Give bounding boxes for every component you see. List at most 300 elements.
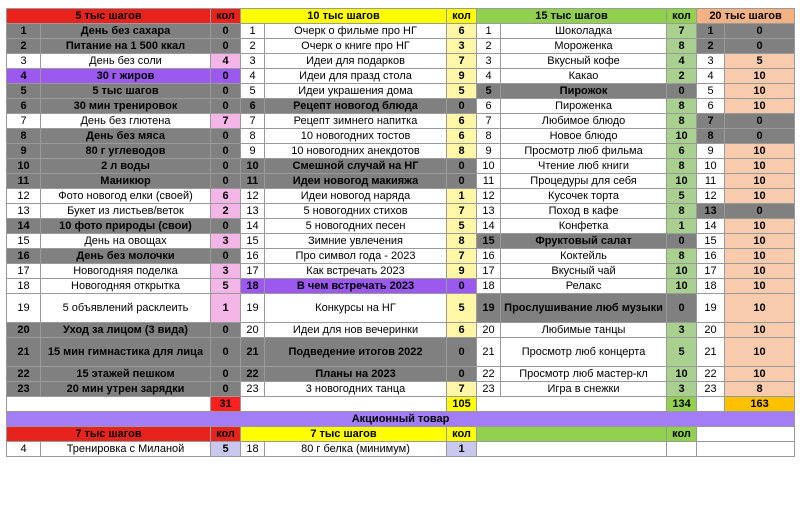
count-10k: 5 — [447, 84, 477, 99]
task-5k: Букет из листьев/веток — [41, 204, 211, 219]
task-5k: 30 мин тренировок — [41, 99, 211, 114]
promo-num-a: 4 — [7, 442, 41, 457]
task-10k: 10 новогодних тостов — [265, 129, 447, 144]
table-row — [7, 264, 795, 279]
table-row — [7, 24, 795, 39]
row-num-20k: 23 — [697, 382, 725, 397]
row-num-5k: 3 — [7, 54, 41, 69]
header-5k: 5 тыс шагов — [7, 9, 211, 24]
task-15k: Пирожок — [501, 84, 667, 99]
row-num-10k: 19 — [241, 294, 265, 323]
task-15k: Игра в снежки — [501, 382, 667, 397]
count-10k: 1 — [447, 189, 477, 204]
row-num-15k: 13 — [477, 204, 501, 219]
table-row — [7, 323, 795, 338]
count-10k: 0 — [447, 279, 477, 294]
task-5k: Новогодняя поделка — [41, 264, 211, 279]
row-num-15k: 8 — [477, 129, 501, 144]
count-10k: 0 — [447, 338, 477, 367]
task-15k: Любимое блюдо — [501, 114, 667, 129]
row-num-10k: 9 — [241, 144, 265, 159]
row-num-10k: 3 — [241, 54, 265, 69]
promo-header-blank — [697, 427, 795, 442]
totals-spacer — [697, 397, 725, 412]
totals-spacer — [7, 397, 211, 412]
task-5k: 30 г жиров — [41, 69, 211, 84]
header-15k: 15 тыс шагов — [477, 9, 667, 24]
row-num-15k: 22 — [477, 367, 501, 382]
row-num-10k: 10 — [241, 159, 265, 174]
task-5k: День без мяса — [41, 129, 211, 144]
table-row — [7, 54, 795, 69]
count-20k: 0 — [725, 24, 795, 39]
count-15k: 8 — [667, 99, 697, 114]
count-20k: 10 — [725, 69, 795, 84]
row-num-15k: 20 — [477, 323, 501, 338]
task-10k: Идеи украшения дома — [265, 84, 447, 99]
task-10k: Идеи для подарков — [265, 54, 447, 69]
count-5k: 0 — [211, 84, 241, 99]
count-15k: 0 — [667, 234, 697, 249]
row-num-10k: 13 — [241, 204, 265, 219]
row-num-5k: 19 — [7, 294, 41, 323]
row-num-20k: 21 — [697, 338, 725, 367]
count-15k: 0 — [667, 84, 697, 99]
row-num-15k: 18 — [477, 279, 501, 294]
row-num-15k: 7 — [477, 114, 501, 129]
totals-row — [7, 397, 795, 412]
row-num-20k: 17 — [697, 264, 725, 279]
row-num-20k: 3 — [697, 54, 725, 69]
totals-spacer — [241, 397, 447, 412]
count-20k: 10 — [725, 279, 795, 294]
total-15k: 134 — [667, 397, 697, 412]
header-20k: 20 тыс шагов — [697, 9, 795, 24]
count-15k: 10 — [667, 129, 697, 144]
row-num-20k: 2 — [697, 39, 725, 54]
row-num-10k: 7 — [241, 114, 265, 129]
row-num-20k: 16 — [697, 249, 725, 264]
row-num-15k: 10 — [477, 159, 501, 174]
task-5k: 20 мин утрен зарядки — [41, 382, 211, 397]
count-15k: 7 — [667, 24, 697, 39]
count-5k: 6 — [211, 189, 241, 204]
count-10k: 0 — [447, 367, 477, 382]
count-5k: 0 — [211, 159, 241, 174]
row-num-5k: 16 — [7, 249, 41, 264]
task-15k: Любимые танцы — [501, 323, 667, 338]
count-15k: 8 — [667, 249, 697, 264]
count-20k: 0 — [725, 114, 795, 129]
header-15k-kol: кол — [667, 9, 697, 24]
task-15k: Поход в кафе — [501, 204, 667, 219]
row-num-15k: 14 — [477, 219, 501, 234]
count-5k: 1 — [211, 294, 241, 323]
row-num-15k: 21 — [477, 338, 501, 367]
row-num-10k: 17 — [241, 264, 265, 279]
count-10k: 8 — [447, 144, 477, 159]
count-10k: 5 — [447, 219, 477, 234]
task-5k: 15 этажей пешком — [41, 367, 211, 382]
task-10k: 3 новогодних танца — [265, 382, 447, 397]
row-num-15k: 3 — [477, 54, 501, 69]
count-20k: 10 — [725, 264, 795, 279]
row-num-15k: 1 — [477, 24, 501, 39]
row-num-15k: 16 — [477, 249, 501, 264]
promo-row — [7, 442, 795, 457]
task-5k: Маникюр — [41, 174, 211, 189]
row-num-15k: 19 — [477, 294, 501, 323]
count-5k: 0 — [211, 174, 241, 189]
task-5k: День без сахара — [41, 24, 211, 39]
task-10k: Конкурсы на НГ — [265, 294, 447, 323]
count-15k: 10 — [667, 264, 697, 279]
task-15k: Чтение люб книги — [501, 159, 667, 174]
table-row — [7, 84, 795, 99]
count-20k: 10 — [725, 234, 795, 249]
count-10k: 8 — [447, 234, 477, 249]
task-10k: Планы на 2023 — [265, 367, 447, 382]
row-num-20k: 14 — [697, 219, 725, 234]
row-num-15k: 9 — [477, 144, 501, 159]
count-5k: 0 — [211, 249, 241, 264]
task-5k: Уход за лицом (3 вида) — [41, 323, 211, 338]
table-row — [7, 338, 795, 367]
count-10k: 6 — [447, 114, 477, 129]
count-10k: 7 — [447, 204, 477, 219]
total-20k: 163 — [725, 397, 795, 412]
count-20k: 10 — [725, 294, 795, 323]
row-num-5k: 9 — [7, 144, 41, 159]
task-10k: Смешной случай на НГ — [265, 159, 447, 174]
task-5k: 5 объявлений расклеить — [41, 294, 211, 323]
table-row — [7, 367, 795, 382]
row-num-10k: 4 — [241, 69, 265, 84]
count-20k: 10 — [725, 367, 795, 382]
row-num-10k: 6 — [241, 99, 265, 114]
task-5k: День без молочки — [41, 249, 211, 264]
count-20k: 10 — [725, 84, 795, 99]
row-num-10k: 21 — [241, 338, 265, 367]
table-row — [7, 174, 795, 189]
task-10k: Как встречать 2023 — [265, 264, 447, 279]
row-num-20k: 7 — [697, 114, 725, 129]
count-5k: 3 — [211, 234, 241, 249]
count-15k: 4 — [667, 54, 697, 69]
row-num-5k: 8 — [7, 129, 41, 144]
task-15k: Коктейль — [501, 249, 667, 264]
count-20k: 10 — [725, 99, 795, 114]
count-5k: 0 — [211, 99, 241, 114]
row-num-20k: 12 — [697, 189, 725, 204]
count-15k: 8 — [667, 39, 697, 54]
task-10k: Очерк о книге про НГ — [265, 39, 447, 54]
promo-task-b: 80 г белка (минимум) — [265, 442, 447, 457]
row-num-15k: 23 — [477, 382, 501, 397]
count-20k: 10 — [725, 249, 795, 264]
count-15k: 1 — [667, 219, 697, 234]
count-10k: 6 — [447, 24, 477, 39]
task-15k: Просмотр люб мастер-кл — [501, 367, 667, 382]
task-10k: 5 новогодних песен — [265, 219, 447, 234]
count-15k: 10 — [667, 174, 697, 189]
promo-count-b: 1 — [447, 442, 477, 457]
task-15k: Фруктовый салат — [501, 234, 667, 249]
count-10k: 9 — [447, 69, 477, 84]
row-num-15k: 15 — [477, 234, 501, 249]
row-num-5k: 17 — [7, 264, 41, 279]
table-row — [7, 249, 795, 264]
count-20k: 10 — [725, 219, 795, 234]
row-num-20k: 19 — [697, 294, 725, 323]
row-num-10k: 11 — [241, 174, 265, 189]
row-num-5k: 18 — [7, 279, 41, 294]
count-15k: 3 — [667, 382, 697, 397]
row-num-5k: 4 — [7, 69, 41, 84]
task-10k: Идеи новогод макияжа — [265, 174, 447, 189]
count-5k: 0 — [211, 323, 241, 338]
task-15k: Новое блюдо — [501, 129, 667, 144]
task-10k: Про символ года - 2023 — [265, 249, 447, 264]
row-num-5k: 2 — [7, 39, 41, 54]
count-10k: 6 — [447, 323, 477, 338]
table-row — [7, 234, 795, 249]
row-num-15k: 2 — [477, 39, 501, 54]
task-5k: 10 фото природы (свои) — [41, 219, 211, 234]
task-10k: 5 новогодних стихов — [265, 204, 447, 219]
task-5k: Питание на 1 500 ккал — [41, 39, 211, 54]
promo-header-kol-a: кол — [211, 427, 241, 442]
count-5k: 3 — [211, 264, 241, 279]
count-5k: 0 — [211, 367, 241, 382]
count-5k: 0 — [211, 24, 241, 39]
count-5k: 0 — [211, 382, 241, 397]
count-5k: 0 — [211, 129, 241, 144]
count-15k: 3 — [667, 323, 697, 338]
count-15k: 8 — [667, 204, 697, 219]
row-num-15k: 6 — [477, 99, 501, 114]
task-5k: Новогодняя открытка — [41, 279, 211, 294]
promo-header-kol-c: кол — [667, 427, 697, 442]
count-10k: 9 — [447, 264, 477, 279]
task-15k: Мороженка — [501, 39, 667, 54]
count-20k: 0 — [725, 204, 795, 219]
row-num-20k: 13 — [697, 204, 725, 219]
row-num-10k: 18 — [241, 279, 265, 294]
task-10k: Очерк о фильме про НГ — [265, 24, 447, 39]
count-5k: 0 — [211, 39, 241, 54]
row-num-15k: 5 — [477, 84, 501, 99]
row-num-5k: 11 — [7, 174, 41, 189]
row-num-20k: 10 — [697, 159, 725, 174]
row-num-10k: 22 — [241, 367, 265, 382]
row-num-20k: 20 — [697, 323, 725, 338]
row-num-10k: 20 — [241, 323, 265, 338]
row-num-15k: 17 — [477, 264, 501, 279]
table-row — [7, 144, 795, 159]
task-15k: Вкусный чай — [501, 264, 667, 279]
count-5k: 0 — [211, 69, 241, 84]
count-5k: 0 — [211, 338, 241, 367]
task-5k: Фото новогод елки (своей) — [41, 189, 211, 204]
row-num-5k: 20 — [7, 323, 41, 338]
total-5k: 31 — [211, 397, 241, 412]
totals-spacer — [477, 397, 667, 412]
row-num-5k: 7 — [7, 114, 41, 129]
count-20k: 0 — [725, 39, 795, 54]
row-num-20k: 11 — [697, 174, 725, 189]
promo-header-empty — [477, 427, 667, 442]
task-10k: Подведение итогов 2022 — [265, 338, 447, 367]
row-num-20k: 6 — [697, 99, 725, 114]
header-5k-kol: кол — [211, 9, 241, 24]
row-num-20k: 18 — [697, 279, 725, 294]
count-10k: 7 — [447, 249, 477, 264]
count-20k: 10 — [725, 338, 795, 367]
row-num-20k: 9 — [697, 144, 725, 159]
row-num-5k: 10 — [7, 159, 41, 174]
count-20k: 10 — [725, 159, 795, 174]
count-20k: 10 — [725, 189, 795, 204]
count-15k: 8 — [667, 159, 697, 174]
header-row — [7, 9, 795, 24]
task-10k: Рецепт новогод блюда — [265, 99, 447, 114]
row-num-10k: 5 — [241, 84, 265, 99]
count-5k: 0 — [211, 219, 241, 234]
row-num-5k: 15 — [7, 234, 41, 249]
count-15k: 10 — [667, 279, 697, 294]
promo-header-kol-b: кол — [447, 427, 477, 442]
task-15k: Какао — [501, 69, 667, 84]
count-5k: 0 — [211, 144, 241, 159]
count-20k: 5 — [725, 54, 795, 69]
table-row — [7, 189, 795, 204]
task-10k: Идеи для празд стола — [265, 69, 447, 84]
count-20k: 0 — [725, 129, 795, 144]
promo-header-7k-b: 7 тыс шагов — [241, 427, 447, 442]
count-15k: 2 — [667, 69, 697, 84]
promo-banner-row — [7, 412, 795, 427]
table-row — [7, 114, 795, 129]
count-20k: 10 — [725, 323, 795, 338]
count-15k: 6 — [667, 144, 697, 159]
header-10k: 10 тыс шагов — [241, 9, 447, 24]
task-5k: День на овощах — [41, 234, 211, 249]
task-5k: 80 г углеводов — [41, 144, 211, 159]
count-20k: 8 — [725, 382, 795, 397]
table-row — [7, 69, 795, 84]
row-num-20k: 1 — [697, 24, 725, 39]
task-5k: 2 л воды — [41, 159, 211, 174]
task-15k: Просмотр люб концерта — [501, 338, 667, 367]
count-20k: 10 — [725, 144, 795, 159]
task-10k: В чем встречать 2023 — [265, 279, 447, 294]
row-num-5k: 23 — [7, 382, 41, 397]
count-5k: 7 — [211, 114, 241, 129]
task-10k: Зимние увлечения — [265, 234, 447, 249]
count-15k: 5 — [667, 338, 697, 367]
count-10k: 0 — [447, 159, 477, 174]
table-row — [7, 294, 795, 323]
task-15k: Вкусный кофе — [501, 54, 667, 69]
promo-banner: Акционный товар — [7, 412, 795, 427]
promo-empty — [477, 442, 667, 457]
promo-header-row — [7, 427, 795, 442]
table-row — [7, 279, 795, 294]
promo-count-a: 5 — [211, 442, 241, 457]
promo-empty-count — [667, 442, 697, 457]
row-num-5k: 6 — [7, 99, 41, 114]
task-10k: Рецепт зимнего напитка — [265, 114, 447, 129]
task-15k: Процедуры для себя — [501, 174, 667, 189]
row-num-5k: 5 — [7, 84, 41, 99]
count-15k: 5 — [667, 189, 697, 204]
task-15k: Прослушивание люб музыки — [501, 294, 667, 323]
steps-table — [6, 8, 795, 457]
task-10k: Идеи новогод наряда — [265, 189, 447, 204]
task-15k: Релакс — [501, 279, 667, 294]
count-10k: 0 — [447, 174, 477, 189]
count-10k: 0 — [447, 99, 477, 114]
header-10k-kol: кол — [447, 9, 477, 24]
promo-header-7k-a: 7 тыс шагов — [7, 427, 211, 442]
promo-num-b: 18 — [241, 442, 265, 457]
count-5k: 4 — [211, 54, 241, 69]
task-10k: 10 новогодних анекдотов — [265, 144, 447, 159]
total-10k: 105 — [447, 397, 477, 412]
promo-blank — [697, 442, 795, 457]
row-num-15k: 12 — [477, 189, 501, 204]
table-row — [7, 159, 795, 174]
task-15k: Пироженка — [501, 99, 667, 114]
count-15k: 8 — [667, 114, 697, 129]
task-10k: Идеи для нов вечеринки — [265, 323, 447, 338]
count-10k: 6 — [447, 129, 477, 144]
row-num-5k: 12 — [7, 189, 41, 204]
row-num-5k: 21 — [7, 338, 41, 367]
promo-task-a: Тренировка с Миланой — [41, 442, 211, 457]
task-5k: 5 тыс шагов — [41, 84, 211, 99]
task-15k: Просмотр люб фильма — [501, 144, 667, 159]
row-num-20k: 4 — [697, 69, 725, 84]
count-15k: 10 — [667, 367, 697, 382]
row-num-10k: 16 — [241, 249, 265, 264]
task-15k: Шоколадка — [501, 24, 667, 39]
task-15k: Конфетка — [501, 219, 667, 234]
row-num-10k: 12 — [241, 189, 265, 204]
table-row — [7, 39, 795, 54]
row-num-5k: 1 — [7, 24, 41, 39]
row-num-20k: 8 — [697, 129, 725, 144]
count-15k: 0 — [667, 294, 697, 323]
row-num-20k: 22 — [697, 367, 725, 382]
row-num-10k: 2 — [241, 39, 265, 54]
row-num-15k: 4 — [477, 69, 501, 84]
count-10k: 3 — [447, 39, 477, 54]
table-row — [7, 99, 795, 114]
row-num-10k: 23 — [241, 382, 265, 397]
count-5k: 5 — [211, 279, 241, 294]
count-10k: 7 — [447, 54, 477, 69]
count-10k: 5 — [447, 294, 477, 323]
count-5k: 2 — [211, 204, 241, 219]
task-15k: Кусочек торта — [501, 189, 667, 204]
task-5k: 15 мин гимнастика для лица — [41, 338, 211, 367]
row-num-10k: 14 — [241, 219, 265, 234]
row-num-5k: 13 — [7, 204, 41, 219]
table-row — [7, 219, 795, 234]
row-num-5k: 22 — [7, 367, 41, 382]
